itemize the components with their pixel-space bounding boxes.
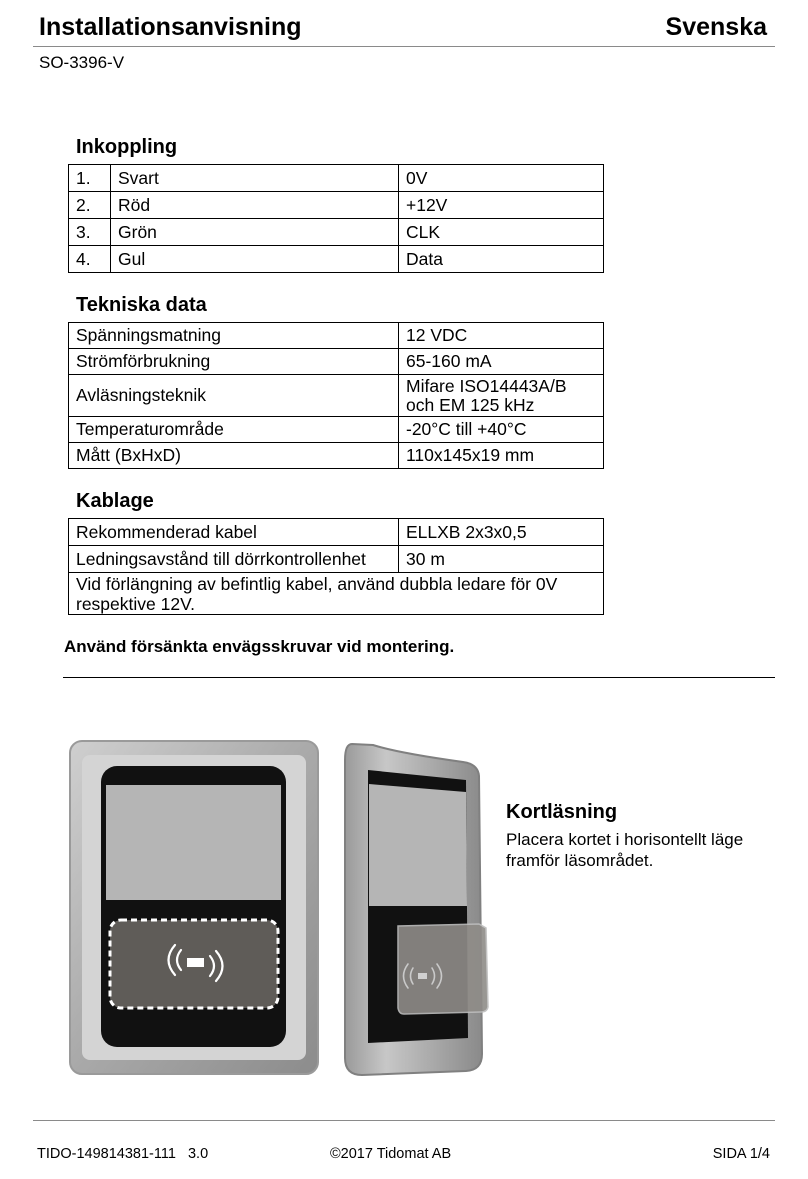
cabling-heading: Kablage <box>76 490 154 512</box>
language-label: Svenska <box>665 13 767 41</box>
table-row <box>69 349 604 375</box>
spec-label: Temperaturområde <box>69 417 399 443</box>
header-divider <box>33 46 775 47</box>
wire-signal: +12V <box>399 192 604 219</box>
cabling-table <box>68 518 604 615</box>
wire-number: 1. <box>69 165 111 192</box>
section-divider <box>63 677 775 678</box>
wire-color: Röd <box>111 192 399 219</box>
table-row <box>69 219 604 246</box>
cable-label: Rekommenderad kabel <box>69 519 399 546</box>
spec-value: 65-160 mA <box>399 349 604 375</box>
spec-label: Spänningsmatning <box>69 323 399 349</box>
spec-value-line: och EM 125 kHz <box>406 394 535 415</box>
cable-label: Ledningsavstånd till dörrkontrollenhet <box>69 546 399 573</box>
card-reading-text: Placera kortet i horisontellt läge framför läsområdet. <box>506 830 744 870</box>
mounting-note: Använd försänkta envägsskruvar vid montering. <box>64 637 455 656</box>
document-title: Installationsanvisning <box>39 13 302 41</box>
reader-illustration <box>68 738 492 1078</box>
cable-value: ELLXB 2x3x0,5 <box>399 519 604 546</box>
spec-value-line: Mifare ISO14443A/B <box>406 375 567 396</box>
wire-signal: Data <box>399 246 604 273</box>
specs-heading: Tekniska data <box>76 294 207 316</box>
model-number: SO-3396-V <box>39 53 125 72</box>
wire-number: 3. <box>69 219 111 246</box>
wire-color: Grön <box>111 219 399 246</box>
wiring-table <box>68 164 604 273</box>
spec-value <box>399 375 604 417</box>
spec-label: Avläsningsteknik <box>69 375 399 417</box>
spec-value: 110x145x19 mm <box>399 443 604 469</box>
table-row <box>69 443 604 469</box>
table-row <box>69 323 604 349</box>
footer-divider <box>33 1120 775 1121</box>
wire-signal: CLK <box>399 219 604 246</box>
wiring-heading: Inkoppling <box>76 136 178 158</box>
table-row <box>69 246 604 273</box>
table-row <box>69 375 604 417</box>
cable-value: 30 m <box>399 546 604 573</box>
specs-table <box>68 322 604 469</box>
wire-number: 2. <box>69 192 111 219</box>
page-number: SIDA 1/4 <box>712 1146 770 1162</box>
reader-front <box>70 741 318 1074</box>
spec-value: -20°C till +40°C <box>399 417 604 443</box>
cable-note: Vid förlängning av befintlig kabel, använd dubbla ledare för 0V respektive 12V. <box>69 573 604 615</box>
spec-label: Strömförbrukning <box>69 349 399 375</box>
table-row <box>69 417 604 443</box>
spec-label: Mått (BxHxD) <box>69 443 399 469</box>
table-row <box>69 573 604 615</box>
wire-color: Svart <box>111 165 399 192</box>
table-row <box>69 519 604 546</box>
wire-color: Gul <box>111 246 399 273</box>
table-row <box>69 546 604 573</box>
card-reading-heading: Kortläsning <box>506 801 618 823</box>
copyright: ©2017 Tidomat AB <box>330 1146 452 1162</box>
document-id: TIDO-149814381-111 3.0 <box>37 1146 209 1162</box>
wire-signal: 0V <box>399 165 604 192</box>
table-row <box>69 165 604 192</box>
spec-value: 12 VDC <box>399 323 604 349</box>
wire-number: 4. <box>69 246 111 273</box>
table-row <box>69 192 604 219</box>
reader-side <box>345 744 488 1075</box>
